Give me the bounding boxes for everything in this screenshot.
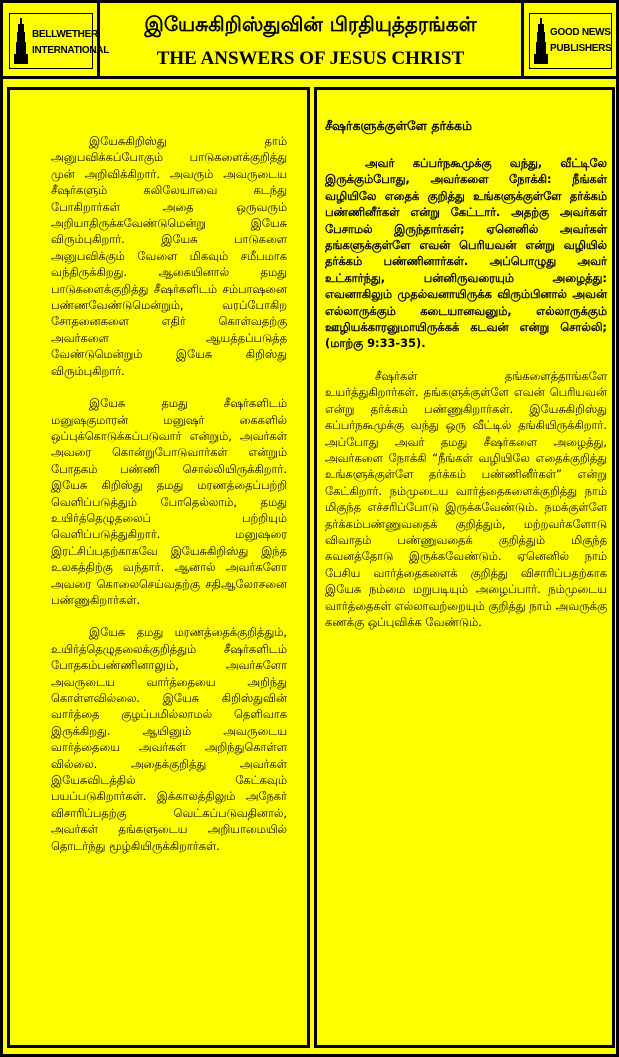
- english-title: THE ANSWERS OF JESUS CHRIST: [156, 48, 465, 69]
- logo-line1: BELLWETHER: [32, 29, 98, 40]
- paragraph: சீஷர்கள் தங்களைத்தாங்களே உயர்த்துகிறார்கள். தங்களுக்குள்ளே எவன் பெரியவன் என்று தர்க்கம் பண்ணுகிறார்கள். இயேசுகிறிஸ்து கப்பர்நகூமுக்கு வந்து ஒரு வீட்டில் தங்கியிருக்கிறார். அப்போது அவர் தமது சீஷர்களை அழைத்து, அவர்களை நோக்கி “நீங்கள் வழியிலே எதைக்குறித்து உங்களுக்குள்ளே தர்க்கம் பண்ணினீர்கள்” என்று கேட்கிறார். நம்முடைய வார்த்தைகளைக்குறித்து நாம் மிகுந்த எச்சரிப்போடு இருக்கவேண்டும். நமக்குள்ளே தர்க்கம்பண்ணுவதைக் குறித்தும், மற்றவர்களோடு விவாதம் பண்ணுவதைக் குறித்தும் மிகுந்த கவனத்தோடு இருக்கவேண்டும். ஏனெனில் நாம் பேசிய வார்த்தைகளைக் குறித்து விசாரிப்பதற்காக இயேசு நம்மை மறுபடியும் அழைப்பார். நம்முடைய வார்த்தைகள் எல்லாவற்றையும் குறித்து நாம் அவருக்கு கணக்கு ஒப்புவிக்க வேண்டும்.: [325, 368, 607, 629]
- logo-line2: INTERNATIONAL: [32, 45, 110, 56]
- paragraph: இயேசு தமது சீஷர்களிடம் மனுஷகுமாரன் மனுஷர் கைகளில் ஒப்புக்கொடுக்கப்படுவார் என்றும், அவர்கள் அவரை கொன்றுபோடுவார்கள் என்றும் போதகம் பண்ணி சொல்லியிருக்கிறார். இயேசு கிறிஸ்து தமது மரணத்தைப்பற்றி வெளிப்படுத்தும் போதெல்லாம், தமது உயிர்த்தெழுதலைப் பற்றியும் வெளிப்படுத்துகிறார். மனுஷரை இரட்சிப்பதற்காகவே இயேசுகிறிஸ்து இந்த உலகத்திற்கு வந்தார். ஆனால் அவர்களோ அவரை கொலைசெய்வதற்கு சதிஆலோசனை பண்ணுகிறார்கள்.: [51, 396, 287, 607]
- title-area: [100, 3, 521, 79]
- logo-line2: PUBLISHERS: [550, 43, 612, 54]
- tamil-title: இயேசுகிறிஸ்துவின் பிரதியுத்தரங்கள்: [144, 12, 477, 36]
- tower-icon: [14, 18, 28, 64]
- paragraph: இயேசு தமது மரணத்தைக்குறித்தும், உயிர்த்தெழுதலைக்குறித்தும் சீஷர்களிடம் போதகம்பண்ணினாலும், அவர்களோ அவருடைய வார்த்தையை அறிந்து கொள்ளவில்லை. இயேசு கிறிஸ்துவின் வார்த்தை குழப்பமில்லாமல் தெளிவாக இருக்கிறது. ஆயினும் அவருடைய வார்த்தையை அவர்கள் அறிந்துகொள்ள வில்லை. அதைக்குறித்து அவர்கள் இயேசுவிடத்தில் கேட்கவும் பயப்படுகிறார்கள். இக்காலத்திலும் அநேகர் விசாரிப்பதற்கு வெட்கப்படுவதினால், அவர்கள் தங்களுடைய அறியாமையில் தொடர்ந்து மூழ்கியிருக்கிறார்கள்.: [51, 625, 287, 853]
- tower-icon: [534, 18, 548, 64]
- good-news-logo: [521, 3, 616, 79]
- bellwether-logo: [3, 3, 110, 79]
- section-heading: சீஷர்களுக்குள்ளே தர்க்கம்: [325, 118, 473, 133]
- right-column: [314, 87, 615, 1048]
- logo-line1: GOOD NEWS: [550, 27, 611, 38]
- header: [3, 3, 616, 79]
- left-column: [7, 87, 310, 1048]
- scripture-verse: அவர் கப்பர்நகூமுக்கு வந்து, வீட்டிலே இருக்கும்போது, அவர்களை நோக்கி: நீங்கள் வழியிலே எதைக் குறித்து உங்களுக்குள்ளே தர்க்கம் பண்ணினீர்கள் என்று கேட்டார். அதற்கு அவர்கள் பேசாமல் இருந்தார்கள்; ஏனெனில் அவர்கள் தங்களுக்குள்ளே எவன் பெரியவன் என்று வழியில் தர்க்கம் பண்ணினார்கள். அப்பொழுது அவர் உட்கார்ந்து, பன்னிருவரையும் அழைத்து: எவனாகிலும் முதல்வனாயிருக்க விரும்பினால் அவன் எல்லாருக்கும் கடையானவனும், எல்லாருக்கும் ஊழியக்காரனுமாயிருக்கக் கடவன் என்று சொல்லி; (மாற்கு 9:33-35).: [325, 156, 607, 351]
- right-column-text: [325, 117, 607, 646]
- left-column-text: [51, 133, 287, 870]
- paragraph: இயேசுகிறிஸ்து தாம் அனுபவிக்கப்போகும் பாடுகளைக்குறித்து முன் அறிவிக்கிறார். அவரும் அவருடைய சீஷர்களும் கலிலேயாவை கடந்து போகிறார்கள் அதை ஒருவரும் அறியாதிருக்கவேண்டுமென்று இயேசு விரும்புகிறார். இயேசு பாடுகளை அனுபவிக்கும் வேளை மிகவும் சமீபமாக வந்திருக்கிறது. ஆகையினால் தமது பாடுகளைக்குறித்து சீஷர்களிடம் சம்பாஷனை பண்ணவேண்டுமென்றும், வரப்போகிற சோதனைகளை எதிர் கொள்வதற்கு அவர்களை ஆயத்தப்படுத்த வேண்டுமென்றும் இயேசு கிறிஸ்து விரும்புகிறார்.: [51, 134, 287, 378]
